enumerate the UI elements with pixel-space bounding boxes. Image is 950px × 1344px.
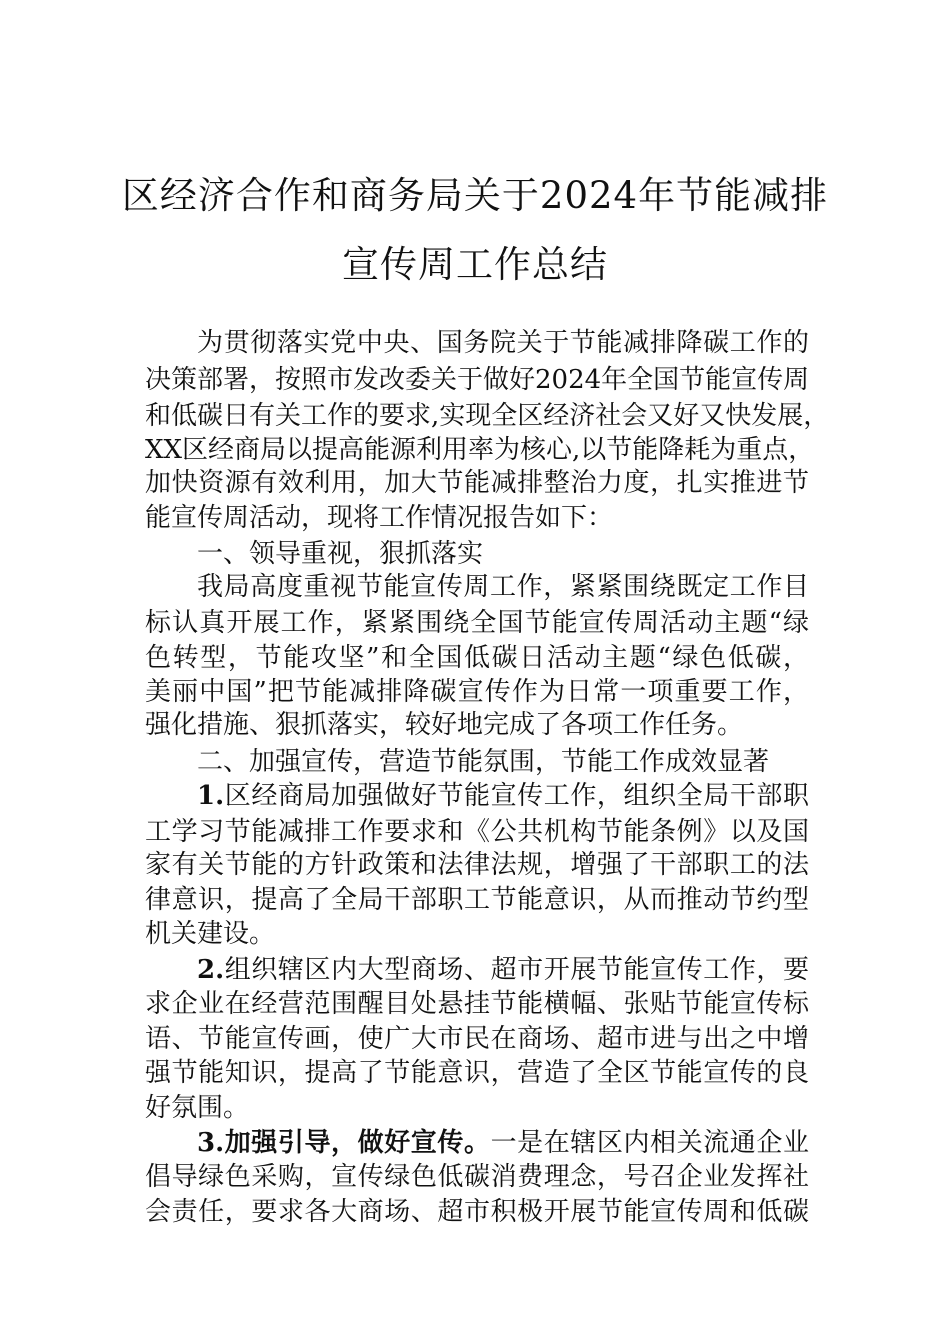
item3-line: 会责任，要求各大商场、超市积极开展节能宣传周和低碳 (145, 1197, 809, 1227)
item1-line: 工学习节能减排工作要求和《公共机构节能条例》以及国 (145, 817, 809, 847)
item3-text: 一是在辖区内相关流通企业 (490, 1128, 809, 1158)
intro-line: 能宣传周活动，现将工作情况报告如下： (145, 503, 614, 533)
section-heading-2: 二、加强宣传，营造节能氛围，节能工作成效显著 (197, 747, 770, 777)
section1-line: 强化措施、狠抓落实，较好地完成了各项工作任务。 (145, 710, 744, 740)
item2-line: 语、节能宣传画，使广大市民在商场、超市进与出之中增 (145, 1024, 809, 1054)
item1-line: 家有关节能的方针政策和法律法规，增强了干部职工的法 (145, 850, 809, 880)
section1-line: 标认真开展工作，紧紧围绕全国节能宣传周活动主题“绿 (145, 608, 809, 638)
item2-text: 组织辖区内大型商场、超市开展节能宣传工作，要 (224, 955, 809, 985)
item2-number: 2. (197, 955, 225, 985)
item2-line: 强节能知识，提高了节能意识，营造了全区节能宣传的良 (145, 1058, 809, 1088)
item3-line: 倡导绿色采购，宣传绿色低碳消费理念，号召企业发挥社 (145, 1162, 809, 1192)
intro-line: 加快资源有效利用，加大节能减排整治力度，扎实推进节 (145, 468, 809, 498)
section1-line: 美丽中国”把节能减排降碳宣传作为日常一项重要工作， (145, 677, 809, 707)
item1-line: 机关建设。 (145, 919, 276, 949)
section1-line: 色转型，节能攻坚”和全国低碳日活动主题“绿色低碳， (145, 643, 809, 673)
item2-line: 好氛围。 (145, 1093, 250, 1123)
title-line-1: 区经济合作和商务局关于2024年节能减排 (121, 174, 829, 217)
intro-line: 和低碳日有关工作的要求,实现全区经济社会又好又快发展， (145, 401, 830, 431)
section1-line: 我局高度重视节能宣传周工作，紧紧围绕既定工作目 (197, 572, 809, 602)
item1-number: 1. (197, 781, 225, 811)
item2-first-line (197, 954, 809, 986)
item2-line: 求企业在经营范围醒目处悬挂节能横幅、张贴节能宣传标 (145, 989, 809, 1019)
item1-first-line (197, 780, 809, 812)
section-heading-1: 一、领导重视，狠抓落实 (197, 539, 484, 569)
item1-line: 律意识，提高了全局干部职工节能意识，从而推动节约型 (145, 885, 809, 915)
item3-lead: 3.加强引导，做好宣传。 (197, 1128, 491, 1158)
intro-line: 决策部署，按照市发改委关于做好2024年全国节能宣传周 (145, 365, 810, 395)
intro-line: 为贯彻落实党中央、国务院关于节能减排降碳工作的 (197, 328, 809, 358)
item1-text: 区经商局加强做好节能宣传工作，组织全局干部职 (224, 781, 809, 811)
item3-first-line (197, 1127, 809, 1159)
title-line-2: 宣传周工作总结 (342, 243, 608, 286)
intro-line: XX区经商局以提高能源利用率为核心,以节能降耗为重点， (145, 435, 815, 465)
